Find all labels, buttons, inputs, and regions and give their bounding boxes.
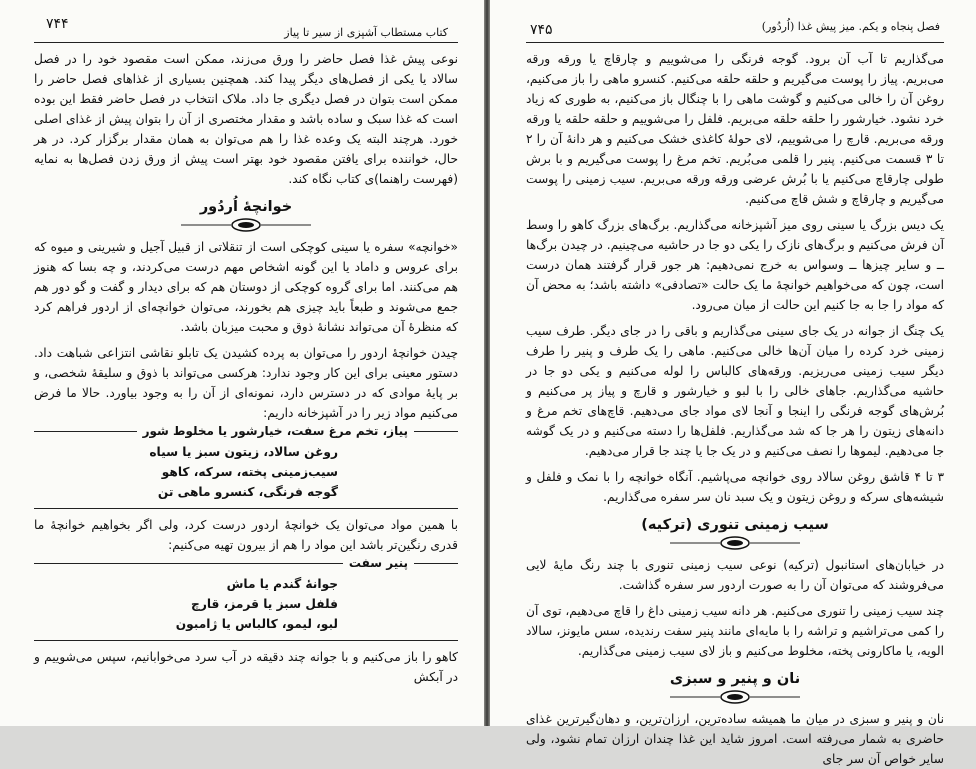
header-rule xyxy=(526,42,944,43)
right-page xyxy=(490,0,976,766)
body-paragraph: می‌گذاریم تا آب آن برود. گوجه فرنگی را می‌شوییم و چارقاچ یا ورقه ورقه می‌بریم. پیاز را پوست می‌گیریم و حلقه حلقه می‌کنیم. کنسرو ماهی را باز می‌کنیم، روغن آن را خالی می‌کنیم و گوشت ماهی را با چنگال باز می‌کنیم، به طوری که زیاد خرد نشود. خیارشور را حلقه حلقه می‌بریم. فلفل را می‌شوییم و حلقه حلقه یا ورقه ورقه می‌بریم. قارچ را می‌شوییم، لای حولهٔ کاغذی خشک می‌کنیم و هر دانهٔ آن را ۲ تا ۳ قسمت می‌کنیم. پنیر را قلمی می‌بُریم. تخم مرغ را پوست می‌گیریم و با برش طولی چارقاچ می‌کنیم یا با بُرش عرضی ورقه ورقه می‌بریم. سیب زمینی را پوست می‌گیریم و چارقاچ و شش قاچ می‌کنیم. xyxy=(526,52,944,206)
running-title: فصل پنجاه و یکم. میز پیش غذا (اُردُور) xyxy=(761,20,940,33)
extra-item: جوانهٔ گندم یا ماش xyxy=(226,577,338,591)
header-rule xyxy=(34,42,458,43)
running-title: کتاب مستطاب آشپزی از سیر تا پیاز xyxy=(284,26,448,39)
ingredient-item: روغن سالاد، زیتون سبز یا سیاه xyxy=(149,445,338,459)
section-heading: سیب زمینی تنوری (ترکیه) xyxy=(641,517,829,533)
body-paragraph: ۳ تا ۴ قاشق روغن سالاد روی خوانچه می‌پاشیم. آنگاه خوانچه را با نمک و فلفل و شیشه‌های سرکه و روغن زیتون و یک سبد نان سر سفره می‌گذاریم. xyxy=(526,470,945,504)
body-paragraph: نان و پنیر و سبزی در میان ما همیشه ساده‌ترین، ارزان‌ترین، و دهان‌گیرترین غذای حاضری به شمار می‌رفته است. امروز شاید این غذا چندان ارزان تمام نشود، ولی سایر خواص آن سر جای xyxy=(526,712,944,766)
box-rule xyxy=(34,508,458,509)
section-body xyxy=(34,237,458,423)
extras-box xyxy=(34,556,458,634)
ornament-icon xyxy=(670,535,800,551)
ingredient-item: گوجه فرنگی، کنسرو ماهی تن xyxy=(157,485,338,499)
ornament-icon xyxy=(181,217,311,233)
middle-body xyxy=(34,515,458,555)
extras-box-title: پنیر سفت xyxy=(343,553,414,573)
section-heading: نان و پنیر و سبزی xyxy=(669,671,801,687)
section-heading: خوانچهٔ اُردُور xyxy=(199,199,293,215)
intro-paragraph: نوعی پیش غذا فصل حاضر را ورق می‌زند، ممکن است مقصود خود را در فصل سالاد یا یکی از فصل‌های دیگر پیدا کند. همچنین بسیاری از غذاهای فصل حاضر را ممکن است بتوان در فصل دیگری جا داد. ملاک انتخاب در فصل حاضر فقط این بوده است که غذا سبک و ساده باشد و مقدار مختصری از آن را بتوان پیش از غذای اصلی خورد. هرچند البته یک وعده غذا را هم می‌توان به همان مقدار برگزار کرد. در هر حال، خواننده برای یافتن مقصود خود بهتر است پیش از ورق زدن فصل‌ها به نمایه (فهرست راهنما)ی کتاب نگاه کند. xyxy=(34,52,458,186)
middle-paragraph: با همین مواد می‌توان یک خوانچهٔ اردور درست کرد، ولی اگر بخواهیم خوانچهٔ ما قدری رنگین‌تر باشد این مواد را هم از بیرون تهیه می‌کنیم: xyxy=(34,518,458,552)
section-body xyxy=(526,709,944,769)
body-paragraph: یک چنگ از جوانه در یک جای سینی می‌گذاریم و باقی را در جای دیگر. طرف سیب زمینی خرد کرده را میان آن‌ها خالی می‌کنیم. ماهی را یک طرف و پنیر را طرف دیگر سیب زمینی می‌ریزیم. ورقه‌های کالباس را لوله می‌کنیم و یکی دو جا در حاشیه می‌گذاریم. جاهای خالی را با لبو و خیارشور و قارچ و پیاز پر می‌کنیم و بُرش‌های گوجه فرنگی را اینجا و آنجا لای مواد جای می‌دهیم. قاچ‌های تخم مرغ و دانه‌های زیتون را هر جا که شد می‌گذاریم. فلفل‌ها را دسته می‌کنیم و در یک گوشه جا می‌دهیم. لیموها را نصف می‌کنیم و در یک جا یا چند جا قرار می‌دهیم. xyxy=(526,324,944,458)
box-rule xyxy=(34,640,458,641)
section-paragraph: چیدن خوانچهٔ اردور را می‌توان به پرده کشیدن یک تابلو نقاشی انتزاعی شباهت داد. دستور معینی برای این کار وجود ندارد: هرکسی می‌تواند با ذوق و سلیقهٔ شخصی، و بر پایهٔ موادی که در دسترس دارد، نمونه‌ای از آن را به وجود بیاورد. حالا ما فرض می‌کنیم مواد زیر را در آشپزخانه داریم: xyxy=(34,346,458,420)
ornament-icon xyxy=(670,689,800,705)
body-paragraph: در خیابان‌های استانبول (ترکیه) نوعی سیب زمینی تنوری با چند رنگ مایهٔ لایی می‌فروشند که می‌توان آن را به صورت اردور سر سفره گذاشت. xyxy=(526,558,944,592)
ingredients-box xyxy=(34,424,458,502)
ingredients-box-title: پیاز، تخم مرغ سفت، خیارشور یا مخلوط شور xyxy=(137,421,414,441)
page-number: ۷۴۵ xyxy=(530,22,553,38)
page-number: ۷۴۴ xyxy=(46,16,69,32)
extra-item: فلفل سبز یا قرمز، قارچ xyxy=(191,597,338,611)
left-page-body xyxy=(34,49,458,189)
right-page-header xyxy=(526,0,944,42)
extra-item: لبو، لیمو، کالباس یا ژامبون xyxy=(175,617,338,631)
right-page-body xyxy=(526,49,944,507)
body-paragraph: چند سیب زمینی را تنوری می‌کنیم. هر دانه سیب زمینی داغ را قاچ می‌دهیم، توی آن را کمی می‌تراشیم و تراشه را با مایه‌ای مانند پنیر سفت رندیده، سس مایونز، سالاد الویه، یا ماکارونی پخته، مخلوط می‌کنیم و باز لای سیب زمینی می‌گذاریم. xyxy=(526,604,944,658)
section-paragraph: «خوانچه» سفره یا سینی کوچکی است از تنقلاتی از قبیل آجیل و شیرینی و میوه که برای عروس و داماد یا این گونه اشخاص مهم درست می‌کردند، و چه بسا که هنوز هم می‌کنند. اما برای گروه کوچکی از دوستان هم که برای دیدار و گفت و گو دور هم جمع می‌شوند و طبعاً باید چیزی هم بخورند، می‌توان خوانچه‌ای از اردور فراهم کرد که منظرهٔ آن می‌تواند نشانهٔ ذوق و محبت میزبان باشد. xyxy=(34,240,458,334)
section-body xyxy=(526,555,944,661)
body-paragraph: یک دیس بزرگ یا سینی روی میز آشپزخانه می‌گذاریم. برگ‌های بزرگ کاهو را وسط آن فرش می‌کنیم و برگ‌های نازک را یکی دو جا در حاشیه می‌چینیم. در چیدن برگ‌ها ــ و سایر چیزها ــ وسواس به خرج نمی‌دهیم: هر جور قرار گرفتند همان درست است، چون که می‌خواهیم خوانچهٔ ما یک حالت «تصادفی» داشته باشد؛ به محض آن که مواد را جا به جا کنیم این حالت از میان می‌رود. xyxy=(526,218,944,312)
ingredient-item: سیب‌زمینی پخته، سرکه، کاهو xyxy=(161,465,338,479)
left-page xyxy=(0,0,484,726)
left-page-header xyxy=(34,0,458,42)
last-line: کاهو را باز می‌کنیم و با جوانه چند دقیقه در آب سرد می‌خوابانیم، سپس می‌شوییم و در آبکش xyxy=(34,650,458,684)
